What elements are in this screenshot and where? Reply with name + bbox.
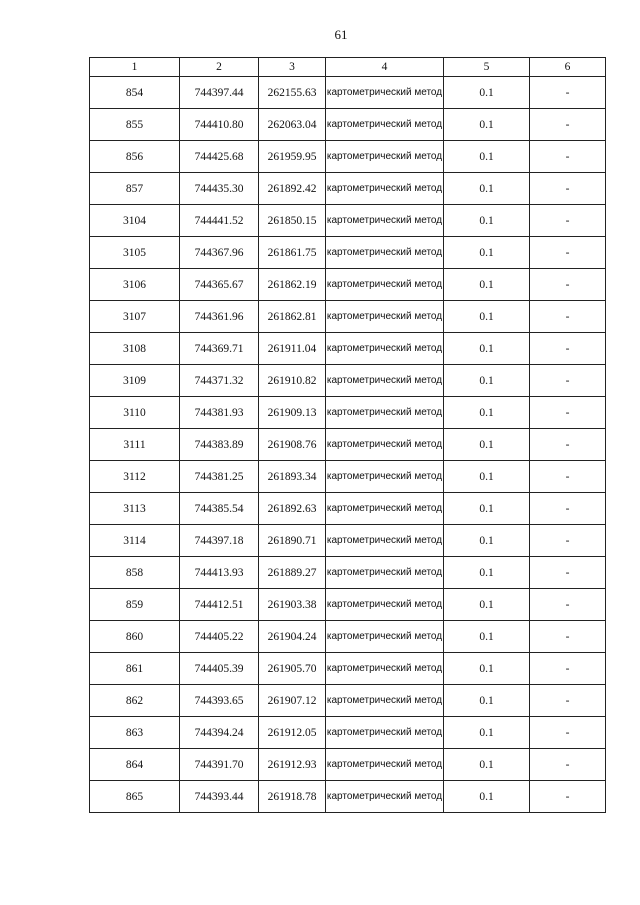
method-cell: картометрический метод — [326, 109, 444, 141]
note-cell: - — [530, 173, 606, 205]
y-coordinate-cell: 261903.38 — [259, 589, 326, 621]
accuracy-cell: 0.1 — [444, 557, 530, 589]
point-number-cell: 3113 — [90, 493, 180, 525]
x-coordinate-cell: 744425.68 — [180, 141, 259, 173]
point-number-cell: 3106 — [90, 269, 180, 301]
note-cell: - — [530, 109, 606, 141]
x-coordinate-cell: 744367.96 — [180, 237, 259, 269]
note-cell: - — [530, 365, 606, 397]
y-coordinate-cell: 261889.27 — [259, 557, 326, 589]
accuracy-cell: 0.1 — [444, 237, 530, 269]
method-cell: картометрический метод — [326, 461, 444, 493]
point-number-cell: 3107 — [90, 301, 180, 333]
y-coordinate-cell: 261893.34 — [259, 461, 326, 493]
method-cell: картометрический метод — [326, 205, 444, 237]
method-cell: картометрический метод — [326, 397, 444, 429]
y-coordinate-cell: 261862.19 — [259, 269, 326, 301]
accuracy-cell: 0.1 — [444, 781, 530, 813]
x-coordinate-cell: 744391.70 — [180, 749, 259, 781]
method-cell: картометрический метод — [326, 365, 444, 397]
table-row — [90, 397, 606, 429]
table-header-row — [90, 58, 606, 77]
accuracy-cell: 0.1 — [444, 461, 530, 493]
y-coordinate-cell: 261862.81 — [259, 301, 326, 333]
x-coordinate-cell: 744405.39 — [180, 653, 259, 685]
accuracy-cell: 0.1 — [444, 77, 530, 109]
method-cell: картометрический метод — [326, 301, 444, 333]
accuracy-cell: 0.1 — [444, 333, 530, 365]
y-coordinate-cell: 262155.63 — [259, 77, 326, 109]
header-cell: 1 — [90, 58, 180, 77]
point-number-cell: 858 — [90, 557, 180, 589]
header-cell: 3 — [259, 58, 326, 77]
note-cell: - — [530, 429, 606, 461]
x-coordinate-cell: 744371.32 — [180, 365, 259, 397]
x-coordinate-cell: 744394.24 — [180, 717, 259, 749]
method-cell: картометрический метод — [326, 141, 444, 173]
note-cell: - — [530, 749, 606, 781]
method-cell: картометрический метод — [326, 557, 444, 589]
table-row — [90, 429, 606, 461]
point-number-cell: 854 — [90, 77, 180, 109]
x-coordinate-cell: 744393.44 — [180, 781, 259, 813]
y-coordinate-cell: 261892.63 — [259, 493, 326, 525]
method-cell: картометрический метод — [326, 749, 444, 781]
y-coordinate-cell: 261905.70 — [259, 653, 326, 685]
x-coordinate-cell: 744413.93 — [180, 557, 259, 589]
y-coordinate-cell: 261911.04 — [259, 333, 326, 365]
method-cell: картометрический метод — [326, 717, 444, 749]
note-cell: - — [530, 493, 606, 525]
point-number-cell: 3110 — [90, 397, 180, 429]
x-coordinate-cell: 744412.51 — [180, 589, 259, 621]
table-row — [90, 461, 606, 493]
y-coordinate-cell: 261904.24 — [259, 621, 326, 653]
accuracy-cell: 0.1 — [444, 205, 530, 237]
method-cell: картометрический метод — [326, 429, 444, 461]
table-row — [90, 717, 606, 749]
note-cell: - — [530, 525, 606, 557]
table-body — [90, 58, 606, 813]
table-row — [90, 493, 606, 525]
y-coordinate-cell: 261918.78 — [259, 781, 326, 813]
y-coordinate-cell: 261890.71 — [259, 525, 326, 557]
accuracy-cell: 0.1 — [444, 109, 530, 141]
point-number-cell: 859 — [90, 589, 180, 621]
table-row — [90, 781, 606, 813]
table-row — [90, 77, 606, 109]
y-coordinate-cell: 261892.42 — [259, 173, 326, 205]
method-cell: картометрический метод — [326, 173, 444, 205]
table-row — [90, 365, 606, 397]
x-coordinate-cell: 744397.44 — [180, 77, 259, 109]
y-coordinate-cell: 261908.76 — [259, 429, 326, 461]
method-cell: картометрический метод — [326, 493, 444, 525]
accuracy-cell: 0.1 — [444, 589, 530, 621]
header-cell: 5 — [444, 58, 530, 77]
method-cell: картометрический метод — [326, 77, 444, 109]
x-coordinate-cell: 744397.18 — [180, 525, 259, 557]
y-coordinate-cell: 261861.75 — [259, 237, 326, 269]
method-cell: картометрический метод — [326, 525, 444, 557]
table-row — [90, 141, 606, 173]
x-coordinate-cell: 744381.93 — [180, 397, 259, 429]
y-coordinate-cell: 261909.13 — [259, 397, 326, 429]
x-coordinate-cell: 744361.96 — [180, 301, 259, 333]
point-number-cell: 860 — [90, 621, 180, 653]
x-coordinate-cell: 744383.89 — [180, 429, 259, 461]
table-row — [90, 621, 606, 653]
accuracy-cell: 0.1 — [444, 653, 530, 685]
note-cell: - — [530, 301, 606, 333]
accuracy-cell: 0.1 — [444, 301, 530, 333]
accuracy-cell: 0.1 — [444, 141, 530, 173]
point-number-cell: 861 — [90, 653, 180, 685]
y-coordinate-cell: 261907.12 — [259, 685, 326, 717]
table-row — [90, 109, 606, 141]
point-number-cell: 3105 — [90, 237, 180, 269]
method-cell: картометрический метод — [326, 685, 444, 717]
header-cell: 2 — [180, 58, 259, 77]
accuracy-cell: 0.1 — [444, 717, 530, 749]
y-coordinate-cell: 262063.04 — [259, 109, 326, 141]
accuracy-cell: 0.1 — [444, 621, 530, 653]
note-cell: - — [530, 205, 606, 237]
table-row — [90, 525, 606, 557]
note-cell: - — [530, 717, 606, 749]
point-number-cell: 3108 — [90, 333, 180, 365]
x-coordinate-cell: 744410.80 — [180, 109, 259, 141]
accuracy-cell: 0.1 — [444, 269, 530, 301]
x-coordinate-cell: 744405.22 — [180, 621, 259, 653]
point-number-cell: 865 — [90, 781, 180, 813]
table-row — [90, 237, 606, 269]
method-cell: картометрический метод — [326, 589, 444, 621]
method-cell: картометрический метод — [326, 237, 444, 269]
x-coordinate-cell: 744385.54 — [180, 493, 259, 525]
point-number-cell: 3112 — [90, 461, 180, 493]
note-cell: - — [530, 589, 606, 621]
point-number-cell: 3104 — [90, 205, 180, 237]
x-coordinate-cell: 744441.52 — [180, 205, 259, 237]
point-number-cell: 855 — [90, 109, 180, 141]
accuracy-cell: 0.1 — [444, 429, 530, 461]
point-number-cell: 863 — [90, 717, 180, 749]
coordinates-table — [89, 57, 606, 813]
x-coordinate-cell: 744381.25 — [180, 461, 259, 493]
point-number-cell: 3114 — [90, 525, 180, 557]
y-coordinate-cell: 261959.95 — [259, 141, 326, 173]
table-row — [90, 557, 606, 589]
point-number-cell: 864 — [90, 749, 180, 781]
method-cell: картометрический метод — [326, 653, 444, 685]
accuracy-cell: 0.1 — [444, 365, 530, 397]
page-number: 61 — [334, 27, 348, 42]
note-cell: - — [530, 557, 606, 589]
note-cell: - — [530, 141, 606, 173]
point-number-cell: 3109 — [90, 365, 180, 397]
table-row — [90, 173, 606, 205]
point-number-cell: 3111 — [90, 429, 180, 461]
method-cell: картометрический метод — [326, 333, 444, 365]
note-cell: - — [530, 685, 606, 717]
method-cell: картометрический метод — [326, 781, 444, 813]
y-coordinate-cell: 261850.15 — [259, 205, 326, 237]
accuracy-cell: 0.1 — [444, 749, 530, 781]
accuracy-cell: 0.1 — [444, 525, 530, 557]
note-cell: - — [530, 461, 606, 493]
table-row — [90, 749, 606, 781]
method-cell: картометрический метод — [326, 621, 444, 653]
y-coordinate-cell: 261912.05 — [259, 717, 326, 749]
point-number-cell: 857 — [90, 173, 180, 205]
header-cell: 6 — [530, 58, 606, 77]
accuracy-cell: 0.1 — [444, 397, 530, 429]
note-cell: - — [530, 77, 606, 109]
table-row — [90, 685, 606, 717]
x-coordinate-cell: 744393.65 — [180, 685, 259, 717]
y-coordinate-cell: 261910.82 — [259, 365, 326, 397]
note-cell: - — [530, 269, 606, 301]
header-cell: 4 — [326, 58, 444, 77]
point-number-cell: 862 — [90, 685, 180, 717]
accuracy-cell: 0.1 — [444, 173, 530, 205]
table-row — [90, 333, 606, 365]
y-coordinate-cell: 261912.93 — [259, 749, 326, 781]
table-row — [90, 269, 606, 301]
table-row — [90, 653, 606, 685]
note-cell: - — [530, 237, 606, 269]
point-number-cell: 856 — [90, 141, 180, 173]
method-cell: картометрический метод — [326, 269, 444, 301]
accuracy-cell: 0.1 — [444, 493, 530, 525]
table-row — [90, 301, 606, 333]
accuracy-cell: 0.1 — [444, 685, 530, 717]
note-cell: - — [530, 333, 606, 365]
table-row — [90, 205, 606, 237]
note-cell: - — [530, 781, 606, 813]
x-coordinate-cell: 744365.67 — [180, 269, 259, 301]
note-cell: - — [530, 397, 606, 429]
table-row — [90, 589, 606, 621]
note-cell: - — [530, 653, 606, 685]
x-coordinate-cell: 744435.30 — [180, 173, 259, 205]
note-cell: - — [530, 621, 606, 653]
x-coordinate-cell: 744369.71 — [180, 333, 259, 365]
